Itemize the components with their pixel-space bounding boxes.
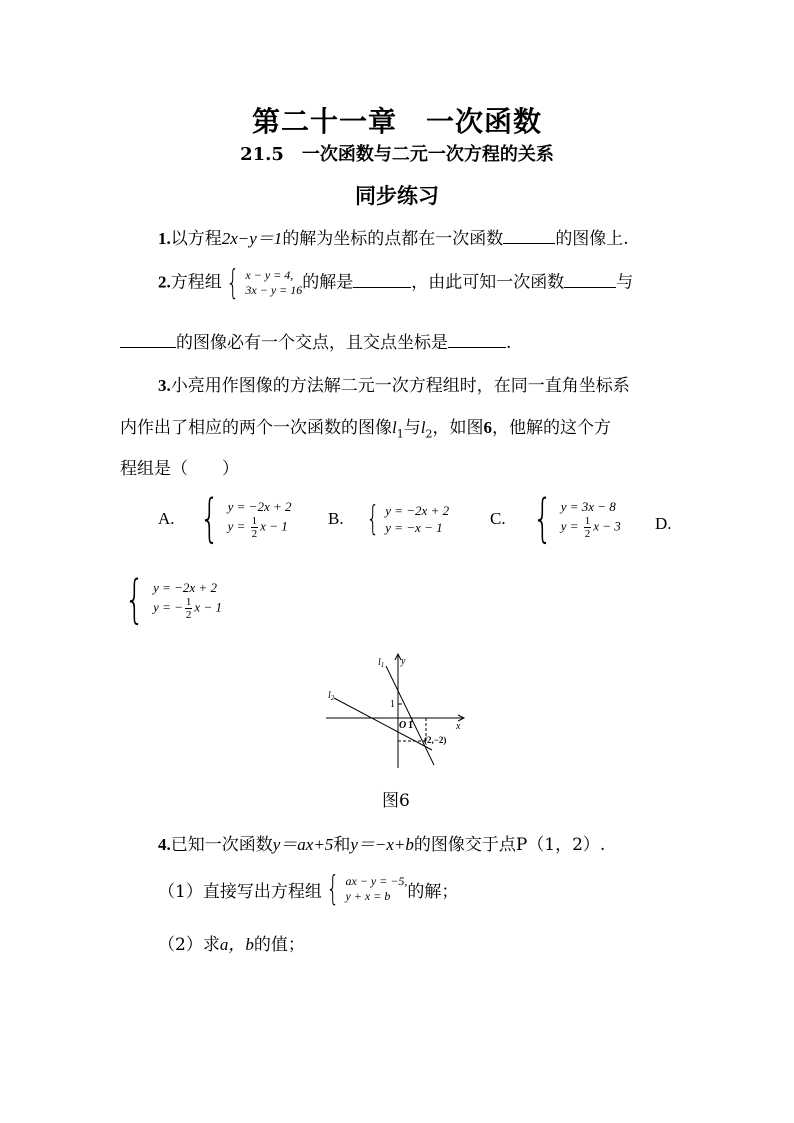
left-brace-icon: { — [326, 869, 340, 909]
q1-text-b: 的解为坐标的点都在一次函数 — [282, 229, 504, 249]
label-origin: O — [399, 720, 407, 731]
q4-part2-vars: a，b — [219, 935, 254, 954]
q4-system — [322, 869, 408, 909]
option-b[interactable] — [328, 499, 450, 539]
lesson-title: 21.5 一次函数与二元一次方程的关系 — [240, 144, 554, 165]
q2-eq2: 3x − y = 16 — [245, 283, 303, 297]
q2-function1-blank[interactable] — [564, 273, 616, 288]
q1-number: 1. — [158, 229, 171, 248]
label-x: x — [456, 721, 461, 732]
question-4 — [158, 830, 605, 855]
q4-part2-text-a: 求 — [202, 935, 220, 955]
left-brace-icon: { — [532, 489, 553, 549]
q4-text-b: 和 — [333, 835, 351, 855]
question-4-part2 — [158, 930, 305, 955]
left-brace-icon: { — [199, 489, 220, 549]
q3-line2-f: ，他解的这个方 — [491, 418, 611, 438]
q3-line2-e: ，如图 — [432, 418, 484, 438]
option-d[interactable] — [655, 514, 672, 534]
q4-part2-text-b: 的值； — [253, 935, 305, 955]
q1-answer-blank[interactable] — [503, 229, 555, 244]
q2-text-c: ，由此可知一次函数 — [411, 272, 565, 293]
q4-function1: y＝ax+5 — [272, 835, 334, 854]
question-3-line2 — [120, 413, 611, 440]
option-d-num: 1 — [185, 596, 192, 608]
option-a-eq1: y = −2x + 2 — [227, 499, 292, 514]
figure-6-graph — [320, 650, 470, 775]
figure-caption: 图6 — [382, 791, 410, 811]
option-c-eq1: y = 3x − 8 — [560, 499, 616, 514]
option-a-eq2-pre: y = — [227, 518, 249, 534]
q2-eq1: x − y = 4, — [245, 268, 294, 282]
question-3-line1 — [158, 371, 630, 396]
option-c-label: C. — [490, 509, 506, 528]
label-intersection-point: (2,−2) — [424, 735, 447, 745]
q4-text-c: 的图像交于点 — [413, 835, 516, 855]
q4-number: 4. — [158, 835, 171, 854]
question-3-line3 — [120, 454, 239, 479]
option-b-label: B. — [328, 509, 344, 528]
q4-eq2: y + x = b — [345, 889, 391, 903]
left-brace-icon: { — [226, 263, 240, 303]
question-2 — [158, 263, 634, 303]
option-d-eq2-pre: y = − — [153, 599, 183, 615]
line-l2 — [334, 698, 432, 750]
option-a-eq2-post: x − 1 — [260, 518, 288, 534]
option-b-eq1: y = −2x + 2 — [385, 503, 450, 518]
q3-line3: 程组是（ ） — [120, 459, 239, 479]
q2-text-f: . — [506, 333, 512, 353]
q2-solution-blank[interactable] — [353, 273, 411, 288]
left-brace-icon: { — [365, 499, 379, 539]
option-d-system[interactable] — [118, 570, 222, 630]
q2-system — [222, 263, 303, 303]
q3-fig-ref: 6 — [483, 418, 492, 437]
q3-l2: l — [420, 418, 426, 437]
q4-text-a: 已知一次函数 — [170, 835, 273, 855]
option-d-den: 2 — [185, 609, 192, 621]
q3-l1: l — [392, 418, 397, 437]
option-d-eq1: y = −2x + 2 — [153, 580, 217, 595]
option-c[interactable] — [490, 489, 621, 549]
q4-part2-label: （2） — [158, 935, 203, 955]
q2-text-b: 的解是 — [302, 272, 354, 293]
q2-text-e: 的图像必有一个交点，且交点坐标是 — [176, 333, 448, 353]
q3-line1: 小亮用作图像的方法解二元一次方程组时，在同一直角坐标系 — [170, 376, 630, 396]
question-2-continued — [120, 328, 511, 353]
label-l1: $l_1$ — [378, 657, 385, 669]
q1-text-a: 以方程 — [170, 229, 222, 249]
label-y: y — [401, 656, 406, 667]
q2-point-blank[interactable] — [448, 333, 506, 348]
label-one-x: 1 — [408, 720, 413, 731]
q4-function2: y＝−x+b — [350, 835, 414, 854]
q3-number: 3. — [158, 376, 171, 395]
q3-l1-sub: 1 — [396, 427, 404, 441]
question-4-part1 — [158, 869, 459, 909]
option-d-eq2-post: x − 1 — [194, 599, 222, 615]
option-c-num: 1 — [584, 515, 591, 527]
chapter-title: 第二十一章 一次函数 — [251, 105, 542, 138]
q2-number: 2. — [158, 272, 171, 292]
option-b-eq2: y = −x − 1 — [385, 520, 443, 535]
q4-part1-text-b: 的解； — [407, 881, 459, 902]
q3-l2-sub: 2 — [425, 427, 433, 441]
label-l2: $l_2$ — [328, 690, 335, 702]
q2-function2-blank[interactable] — [120, 333, 176, 348]
q4-eq1: ax − y = −5, — [345, 874, 408, 888]
option-c-den: 2 — [584, 528, 591, 540]
q4-point: P（1，2）. — [515, 835, 606, 855]
q3-line2-c: 与 — [403, 418, 421, 438]
option-d-label: D. — [655, 514, 672, 533]
option-a-label: A. — [158, 509, 175, 528]
q4-part1-text-a: 直接写出方程组 — [202, 881, 322, 902]
label-one-y: 1 — [390, 699, 395, 710]
option-c-eq2-pre: y = — [560, 518, 582, 534]
q2-text-d: 与 — [616, 272, 634, 293]
line-l1 — [386, 666, 434, 765]
q3-line2-a: 内作出了相应的两个一次函数的图像 — [120, 418, 392, 438]
q1-equation: 2x−y＝1 — [221, 229, 283, 248]
question-1 — [158, 224, 629, 249]
q2-text-a: 方程组 — [170, 272, 222, 293]
option-a[interactable] — [158, 489, 292, 549]
option-a-den: 2 — [251, 528, 258, 540]
section-title: 同步练习 — [355, 183, 439, 208]
left-brace-icon: { — [124, 570, 145, 630]
q1-text-c: 的图像上. — [555, 229, 629, 249]
option-a-num: 1 — [251, 515, 258, 527]
option-c-eq2-post: x − 3 — [593, 518, 621, 534]
q4-part1-label: （1） — [158, 881, 203, 902]
